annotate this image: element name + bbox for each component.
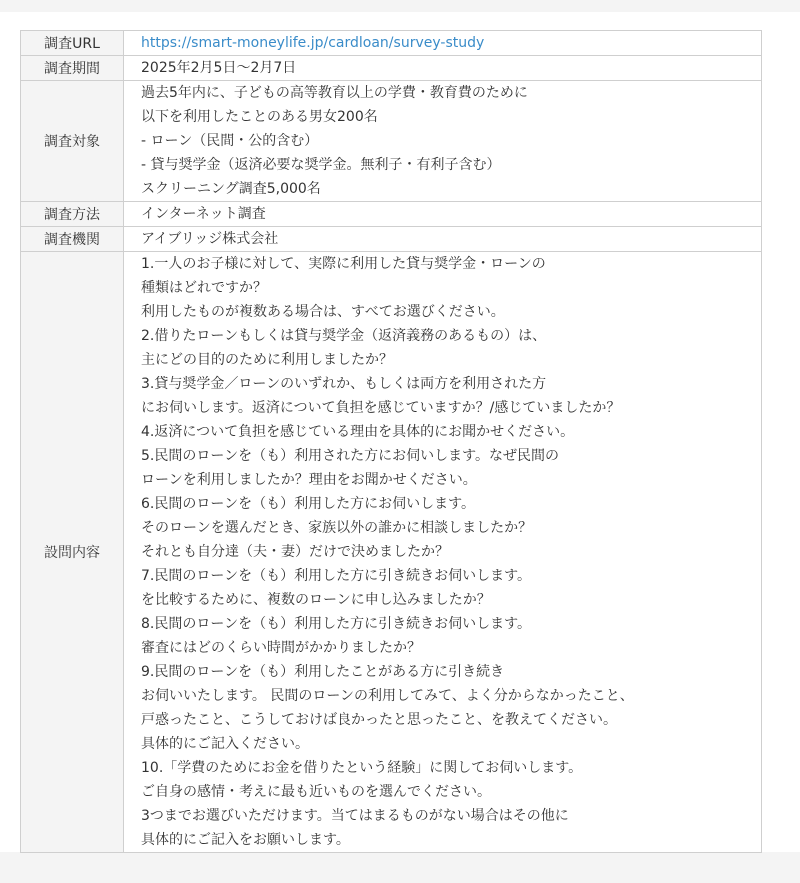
survey-questions-label: 設問内容 xyxy=(21,252,124,853)
value-line: を比較するために、複数のローンに申し込みましたか？ xyxy=(141,592,491,608)
survey-method-row xyxy=(21,202,762,227)
value-line: 審査にはどのくらい時間がかかりましたか？ xyxy=(141,640,421,656)
survey-agency-row xyxy=(21,227,762,252)
value-line: にお伺いします。返済について負担を感じていますか？/感じていましたか？ xyxy=(141,400,621,416)
survey-agency-label: 調査機関 xyxy=(21,227,124,252)
value-line: ローンを利用しましたか？理由をお聞かせください。 xyxy=(141,472,477,488)
value-line: それとも自分達（夫・妻）だけで決めましたか？ xyxy=(141,544,449,560)
survey-url-value xyxy=(124,31,762,56)
survey-target-row xyxy=(21,81,762,202)
value-line: 8.民間のローンを（も）利用した方に引き続きお伺いします。 xyxy=(141,616,531,632)
value-line: 種類はどれですか？ xyxy=(141,280,267,296)
value-line: インターネット調査 xyxy=(141,206,266,222)
value-line: 過去5年内に、子どもの高等教育以上の学費・教育費のために xyxy=(141,85,528,101)
value-line: 以下を利用したことのある男女200名 xyxy=(141,109,378,125)
survey-period-row xyxy=(21,56,762,81)
value-line: 3つまでお選びいただけます。当てはまるものがない場合はその他に xyxy=(141,808,569,824)
value-line: 2.借りたローンもしくは貸与奨学金（返済義務のあるもの）は、 xyxy=(141,328,547,344)
value-line: 9.民間のローンを（も）利用したことがある方に引き続き xyxy=(141,664,505,680)
value-line: 戸惑ったこと、こうしておけば良かったと思ったこと、を教えてください。 xyxy=(141,712,617,728)
value-line: スクリーニング調査5,000名 xyxy=(141,181,321,197)
value-line: - 貸与奨学金（返済必要な奨学金。無利子・有利子含む） xyxy=(141,157,501,173)
value-line: 5.民間のローンを（も）利用された方にお伺いします。なぜ民間の xyxy=(141,448,559,464)
value-line: 主にどの目的のために利用しましたか？ xyxy=(141,352,393,368)
survey-agency-value xyxy=(124,227,762,252)
survey-target-label: 調査対象 xyxy=(21,81,124,202)
survey-period-label: 調査期間 xyxy=(21,56,124,81)
value-line: 2025年2月5日〜2月7日 xyxy=(141,60,297,76)
value-line: 10.「学費のためにお金を借りたという経験」に関してお伺いします。 xyxy=(141,760,583,776)
survey-url-row xyxy=(21,31,762,56)
survey-target-value xyxy=(124,81,762,202)
value-line: アイブリッジ株式会社 xyxy=(141,231,279,247)
survey-method-label: 調査方法 xyxy=(21,202,124,227)
value-line: 具体的にご記入をお願いします。 xyxy=(141,832,350,848)
value-line: 利用したものが複数ある場合は、すべてお選びください。 xyxy=(141,304,505,320)
value-line: 6.民間のローンを（も）利用した方にお伺いします。 xyxy=(141,496,475,512)
value-line: 具体的にご記入ください。 xyxy=(141,736,309,752)
survey-url-label: 調査URL xyxy=(21,31,124,56)
value-line: ご自身の感情・考えに最も近いものを選んでください。 xyxy=(141,784,491,800)
survey-url-link[interactable]: https://smart-moneylife.jp/cardloan/survey-study xyxy=(141,35,485,51)
value-line: 7.民間のローンを（も）利用した方に引き続きお伺いします。 xyxy=(141,568,531,584)
survey-table-body xyxy=(21,31,762,853)
value-line: 1.一人のお子様に対して、実際に利用した貸与奨学金・ローンの xyxy=(141,256,546,272)
survey-info-table xyxy=(20,30,762,853)
survey-panel xyxy=(0,12,800,852)
value-line: そのローンを選んだとき、家族以外の誰かに相談しましたか？ xyxy=(141,520,533,536)
survey-questions-row xyxy=(21,252,762,853)
survey-period-value xyxy=(124,56,762,81)
value-line: 4.返済について負担を感じている理由を具体的にお聞かせください。 xyxy=(141,424,575,440)
survey-questions-value xyxy=(124,252,762,853)
value-line: - ローン（民間・公的含む） xyxy=(141,133,319,149)
survey-method-value xyxy=(124,202,762,227)
value-line: お伺いいたします。 民間のローンの利用してみて、よく分からなかったこと、 xyxy=(141,688,634,704)
value-line: 3.貸与奨学金／ローンのいずれか、もしくは両方を利用された方 xyxy=(141,376,547,392)
